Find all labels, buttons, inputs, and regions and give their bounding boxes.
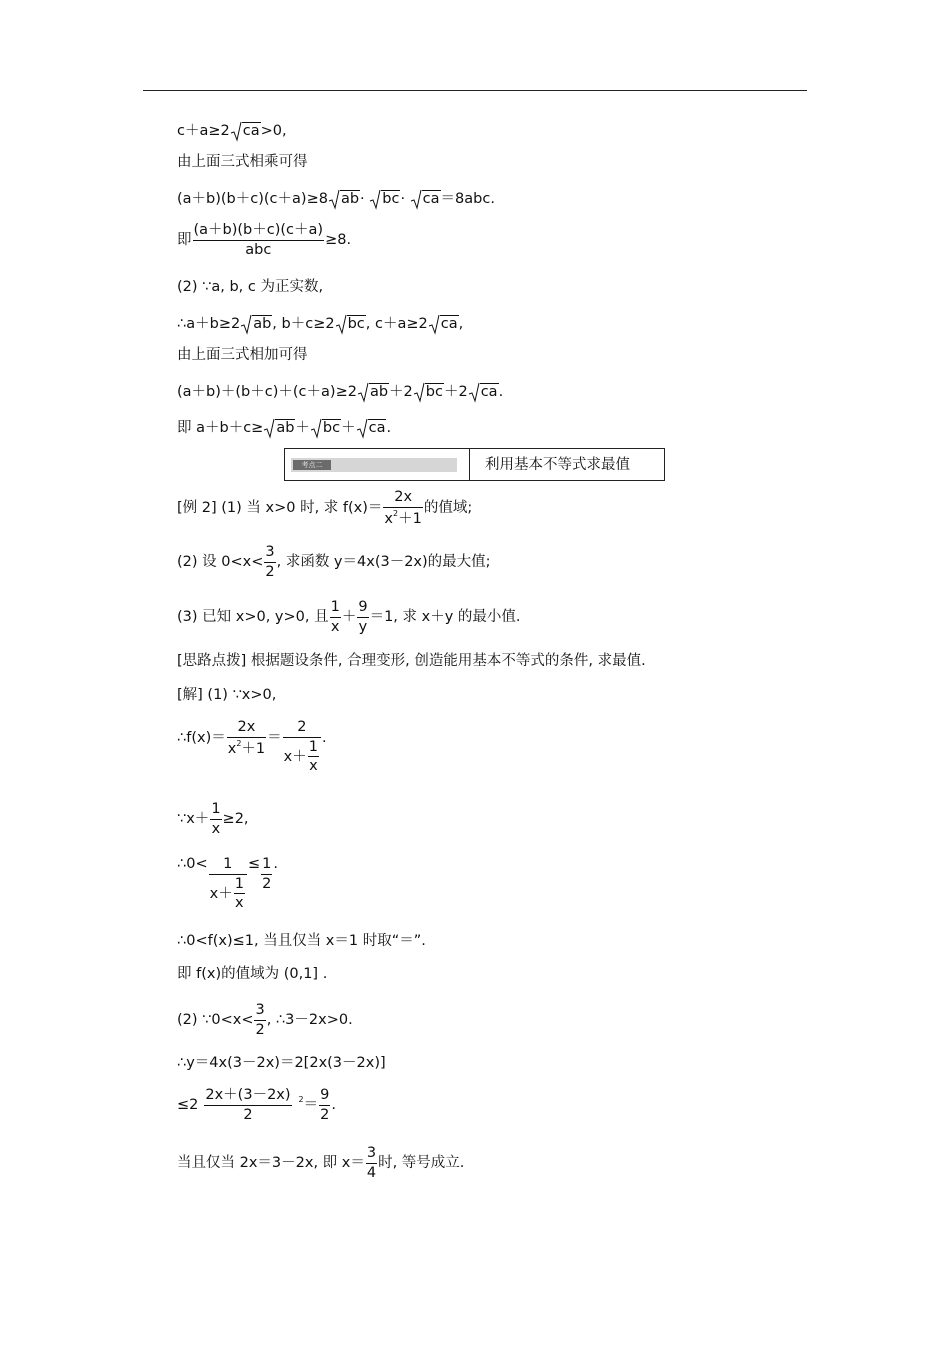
denominator: 2 (255, 1021, 265, 1038)
fraction (357, 600, 368, 634)
text: ∵x＋ (177, 811, 210, 827)
numerator: 9 (357, 600, 368, 618)
text: ＋ (295, 420, 310, 436)
denominator: x (309, 758, 318, 774)
solution-line-1: [解] (1) ∵x>0, (177, 687, 277, 703)
sqrt-ab (358, 383, 389, 400)
solution-line-7 (177, 1003, 353, 1037)
numerator: 2x＋(3－2x) (204, 1088, 291, 1106)
numerator: 2x (383, 490, 422, 508)
sqrt-bc (370, 190, 400, 207)
numerator: 3 (264, 545, 275, 563)
text: x＋ (283, 748, 307, 765)
sqrt-arg: ca (440, 316, 458, 332)
text: >0, (260, 123, 287, 139)
text: 即 (177, 232, 192, 248)
sqrt-bc (336, 315, 366, 332)
sqrt-arg: bc (347, 316, 365, 332)
proof-line-8 (177, 383, 503, 400)
numerator: 1 (234, 877, 245, 895)
text: ＋2 (443, 384, 468, 400)
denominator: 2 (243, 1106, 253, 1123)
text: . (321, 730, 327, 746)
section-header (284, 448, 665, 481)
text: . (331, 1097, 336, 1113)
fraction (330, 600, 341, 634)
text: ＋1 (241, 740, 266, 757)
proof-line-3: (a＋b)(b＋c)(c＋a)≥8 ab· bc· ca＝8abc. (177, 191, 495, 207)
proof-line-4 (177, 223, 351, 257)
exponent: 2 (236, 738, 242, 748)
fraction (210, 802, 221, 836)
sqrt-arg: bc (425, 384, 443, 400)
sqrt-arg: ab (340, 191, 360, 207)
numerator: 1 (261, 857, 272, 875)
denominator: abc (245, 241, 272, 258)
text: ≤ (247, 856, 261, 872)
text: ＝ (267, 730, 282, 746)
text: , b＋c≥2 (272, 316, 335, 332)
numerator: 2x (227, 720, 266, 738)
sqrt-ab (329, 190, 360, 207)
text: (a＋b)＋(b＋c)＋(c＋a)≥2 (177, 384, 357, 400)
denominator (383, 508, 422, 527)
denominator: 2 (262, 875, 272, 892)
text: ≥8. (325, 232, 352, 248)
text: ＝1, 求 x＋y 的最小值. (369, 609, 521, 625)
fraction (366, 1146, 377, 1180)
example-line-3 (177, 600, 521, 634)
text: , 求函数 y＝4x(3－2x)的最大值; (276, 554, 491, 570)
solution-line-10 (177, 1146, 464, 1180)
sqrt-bc (311, 419, 341, 436)
solution-line-6: 即 f(x)的值域为 (0,1] . (177, 966, 328, 982)
solution-line-5: ∴0<f(x)≤1, 当且仅当 x＝1 时取“＝”. (177, 933, 426, 949)
text: (a＋b)(b＋c)(c＋a)≥8 (177, 191, 328, 207)
text: ∴f(x)＝ (177, 730, 226, 746)
denominator: y (358, 618, 368, 635)
text: c＋a≥2 (177, 123, 230, 139)
fraction (261, 857, 272, 891)
sqrt-arg: ab (276, 420, 295, 436)
text: . (386, 420, 392, 436)
exponent: 2 (298, 1095, 304, 1104)
fraction (264, 545, 275, 579)
section-badge-label: 考点二 (293, 460, 331, 470)
numerator: 1 (210, 802, 221, 820)
example-line-1 (177, 490, 472, 526)
text: ＋ (341, 420, 356, 436)
denominator: x (330, 618, 340, 635)
sqrt-ab (241, 315, 272, 332)
text: . (273, 856, 278, 872)
text: , c＋a≥2 (365, 316, 428, 332)
text: ≤2 (177, 1097, 199, 1113)
hint-line: [思路点拨] 根据题设条件, 合理变形, 创造能用基本不等式的条件, 求最值. (177, 653, 646, 669)
text: , (458, 316, 464, 332)
numerator: 3 (254, 1003, 265, 1021)
fraction (319, 1088, 330, 1122)
sqrt-ca (469, 383, 499, 400)
text: 即 a＋b＋c≥ (177, 420, 264, 436)
sqrt-arg: ca (422, 191, 440, 207)
denominator (283, 738, 321, 774)
fraction (209, 857, 247, 911)
fraction (283, 720, 321, 774)
proof-line-9 (177, 419, 391, 436)
sqrt-arg: ab (253, 316, 272, 332)
text: 的值域; (423, 500, 473, 516)
proof-line-7: 由上面三式相加可得 (177, 347, 308, 363)
proof-line-6 (177, 315, 463, 332)
denominator: 2 (320, 1106, 330, 1123)
sqrt-arg: bc (382, 191, 400, 207)
text: x (227, 740, 237, 757)
text: ＝8abc. (440, 191, 495, 207)
text: ＋ (341, 609, 357, 625)
fraction (383, 490, 422, 526)
example-line-2 (177, 545, 491, 579)
numerator: 1 (330, 600, 341, 618)
numerator: 3 (366, 1146, 377, 1164)
text: ∴a＋b≥2 (177, 316, 241, 332)
numerator: 9 (319, 1088, 330, 1106)
text: , ∴3－2x>0. (266, 1012, 353, 1028)
solution-line-8: ∴y＝4x(3－2x)＝2[2x(3－2x)] (177, 1055, 386, 1071)
proof-line-2: 由上面三式相乘可得 (177, 154, 308, 170)
section-title: 利用基本不等式求最值 (485, 457, 630, 473)
text: ＝ (303, 1097, 319, 1113)
solution-line-4 (177, 857, 278, 911)
sqrt-ca (231, 122, 261, 139)
denominator (209, 875, 247, 911)
text: ∴0< (177, 856, 208, 872)
section-badge (291, 458, 457, 472)
numerator: (a＋b)(b＋c)(c＋a) (193, 223, 325, 241)
fraction (204, 1088, 291, 1122)
text: (3) 已知 x>0, y>0, 且 (177, 609, 329, 625)
denominator: 4 (366, 1164, 377, 1181)
proof-line-5: (2) ∵a, b, c 为正实数, (177, 279, 324, 295)
denominator: 2 (265, 563, 275, 580)
sqrt-ca (357, 419, 387, 436)
text: ≥2, (222, 811, 249, 827)
fraction (234, 877, 245, 911)
denominator: x (235, 895, 244, 911)
sqrt-ca (429, 315, 459, 332)
header-rule (143, 90, 807, 91)
sqrt-arg: ab (369, 384, 389, 400)
exponent: 2 (393, 508, 399, 518)
denominator (227, 738, 266, 757)
text: 时, 等号成立. (378, 1155, 465, 1171)
text: ＋1 (398, 510, 422, 527)
fraction (193, 223, 325, 257)
fraction (254, 1003, 265, 1037)
text: 当且仅当 2x＝3－2x, 即 x＝ (177, 1155, 365, 1171)
text: [例 2] (1) 当 x>0 时, 求 f(x)＝ (177, 500, 383, 516)
sqrt-arg: bc (322, 420, 341, 436)
sqrt-bc (414, 383, 444, 400)
proof-line-1 (177, 122, 287, 139)
text: ＋2 (389, 384, 413, 400)
sqrt-arg: ca (368, 420, 386, 436)
text: (2) ∵0<x< (177, 1012, 254, 1028)
solution-line-2 (177, 720, 327, 774)
text: x (384, 510, 394, 527)
solution-line-3 (177, 802, 249, 836)
text: . (498, 384, 504, 400)
sqrt-arg: ca (242, 123, 260, 139)
numerator: 1 (308, 740, 319, 758)
fraction (227, 720, 266, 756)
text: (2) 设 0<x< (177, 554, 264, 570)
sqrt-ca (411, 190, 441, 207)
fraction (308, 740, 319, 774)
denominator: x (211, 820, 221, 837)
solution-line-9 (177, 1088, 336, 1122)
sqrt-arg: ca (480, 384, 498, 400)
section-badge-cell (285, 449, 470, 480)
text: x＋ (209, 885, 233, 902)
sqrt-ab (264, 419, 295, 436)
numerator: 2 (283, 720, 321, 738)
numerator: 1 (209, 857, 247, 875)
